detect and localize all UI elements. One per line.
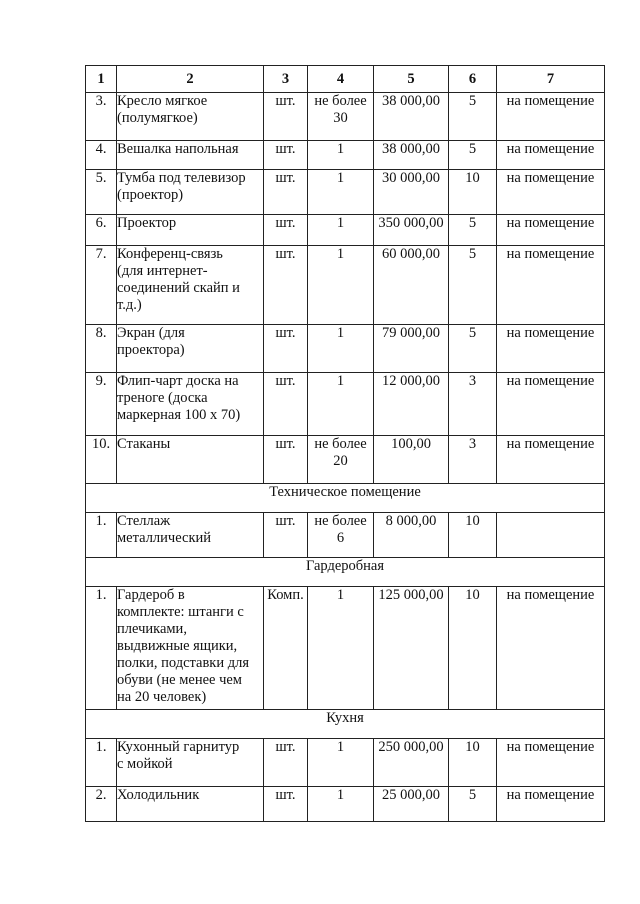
cell-service-life: 3 [449, 373, 497, 436]
cell-price: 60 000,00 [374, 246, 449, 325]
cell-quantity-line: 1 [336, 215, 345, 231]
cell-note: на помещение [497, 170, 605, 215]
cell-price: 8 000,00 [374, 513, 449, 558]
cell-note: на помещение [497, 93, 605, 141]
cell-name [117, 373, 264, 436]
cell-name-line: треноге (доска [117, 390, 208, 406]
table-row [86, 739, 605, 787]
cell-quantity-line: 20 [333, 453, 348, 469]
cell-number: 10. [86, 436, 117, 484]
cell-quantity [308, 141, 374, 170]
cell-name-line: маркерная 100 х 70) [117, 407, 241, 423]
cell-quantity-line: 1 [336, 739, 345, 755]
cell-quantity-line: не более [314, 93, 367, 109]
cell-unit: шт. [264, 325, 308, 373]
cell-price: 30 000,00 [374, 170, 449, 215]
cell-quantity-line: не более [314, 436, 367, 452]
cell-service-life: 5 [449, 93, 497, 141]
cell-name-line: (полумягкое) [117, 110, 198, 126]
cell-number: 8. [86, 325, 117, 373]
cell-name [117, 325, 264, 373]
table-row [86, 246, 605, 325]
cell-name-line: Гардероб в [117, 587, 185, 603]
table-row [86, 373, 605, 436]
cell-name-line: комплекте: штанги с [117, 604, 244, 620]
cell-price: 38 000,00 [374, 93, 449, 141]
cell-name-line: Холодильник [117, 787, 200, 803]
cell-quantity-line: 1 [336, 246, 345, 262]
cell-unit: шт. [264, 436, 308, 484]
cell-number: 2. [86, 787, 117, 822]
table-row [86, 513, 605, 558]
cell-name-line: обуви (не менее чем [117, 672, 242, 688]
cell-service-life: 10 [449, 170, 497, 215]
cell-name-line: т.д.) [117, 297, 142, 313]
cell-number: 1. [86, 513, 117, 558]
cell-quantity-line: не более [314, 513, 367, 529]
cell-number: 1. [86, 739, 117, 787]
table-row [86, 587, 605, 710]
cell-name [117, 587, 264, 710]
cell-service-life: 3 [449, 436, 497, 484]
section-row [86, 710, 605, 739]
cell-price: 38 000,00 [374, 141, 449, 170]
cell-service-life: 10 [449, 739, 497, 787]
cell-name-line: (проектор) [117, 187, 184, 203]
cell-name-line: выдвижные ящики, [117, 638, 238, 654]
cell-note: на помещение [497, 373, 605, 436]
cell-number: 4. [86, 141, 117, 170]
cell-name [117, 93, 264, 141]
cell-quantity-line: 1 [336, 373, 345, 389]
cell-name-line: Стаканы [117, 436, 171, 452]
cell-unit: Комп. [264, 587, 308, 710]
header-col-2: 2 [117, 66, 264, 93]
cell-quantity-line: 1 [336, 170, 345, 186]
table-row [86, 436, 605, 484]
cell-name-line: Экран (для [117, 325, 185, 341]
header-col-3: 3 [264, 66, 308, 93]
cell-name [117, 246, 264, 325]
cell-quantity-line: 1 [336, 141, 345, 157]
cell-quantity-line: 30 [333, 110, 348, 126]
cell-unit: шт. [264, 246, 308, 325]
cell-number: 7. [86, 246, 117, 325]
cell-unit: шт. [264, 787, 308, 822]
cell-unit: шт. [264, 170, 308, 215]
cell-quantity [308, 513, 374, 558]
cell-name [117, 141, 264, 170]
cell-name-line: соединений скайп и [117, 280, 240, 296]
cell-service-life: 5 [449, 325, 497, 373]
cell-unit: шт. [264, 513, 308, 558]
cell-service-life: 5 [449, 215, 497, 246]
header-col-6: 6 [449, 66, 497, 93]
cell-price: 250 000,00 [374, 739, 449, 787]
cell-name [117, 513, 264, 558]
cell-name [117, 215, 264, 246]
cell-quantity [308, 93, 374, 141]
cell-name-line: с мойкой [117, 756, 173, 772]
section-title: Гардеробная [86, 558, 605, 587]
cell-number: 3. [86, 93, 117, 141]
cell-service-life: 5 [449, 246, 497, 325]
cell-name-line: Кухонный гарнитур [117, 739, 240, 755]
cell-name-line: Вешалка напольная [117, 141, 239, 157]
cell-price: 25 000,00 [374, 787, 449, 822]
cell-note: на помещение [497, 246, 605, 325]
cell-name-line: металлический [117, 530, 212, 546]
table-row [86, 215, 605, 246]
cell-name-line: Конференц-связь [117, 246, 223, 262]
cell-name-line: на 20 человек) [117, 689, 207, 705]
cell-note: на помещение [497, 436, 605, 484]
cell-quantity [308, 787, 374, 822]
cell-note: на помещение [497, 739, 605, 787]
cell-name [117, 787, 264, 822]
cell-quantity-line: 1 [336, 325, 345, 341]
cell-unit: шт. [264, 215, 308, 246]
cell-service-life: 10 [449, 513, 497, 558]
cell-unit: шт. [264, 141, 308, 170]
cell-price: 350 000,00 [374, 215, 449, 246]
cell-number: 5. [86, 170, 117, 215]
cell-name [117, 170, 264, 215]
cell-number: 9. [86, 373, 117, 436]
cell-note: на помещение [497, 587, 605, 710]
cell-name-line: полки, подставки для [117, 655, 250, 671]
cell-note: на помещение [497, 325, 605, 373]
cell-name [117, 436, 264, 484]
equipment-table [85, 65, 605, 822]
header-col-1: 1 [86, 66, 117, 93]
table-row [86, 325, 605, 373]
cell-quantity-line: 1 [336, 587, 345, 603]
cell-quantity [308, 373, 374, 436]
cell-service-life: 10 [449, 587, 497, 710]
cell-number: 1. [86, 587, 117, 710]
cell-price: 79 000,00 [374, 325, 449, 373]
cell-quantity [308, 739, 374, 787]
cell-price: 12 000,00 [374, 373, 449, 436]
section-title: Техническое помещение [86, 484, 605, 513]
section-row [86, 484, 605, 513]
cell-price: 100,00 [374, 436, 449, 484]
cell-quantity [308, 325, 374, 373]
header-col-4: 4 [308, 66, 374, 93]
cell-name-line: проектора) [117, 342, 185, 358]
cell-note: на помещение [497, 141, 605, 170]
cell-quantity [308, 170, 374, 215]
cell-name-line: Тумба под телевизор [117, 170, 246, 186]
cell-note: на помещение [497, 215, 605, 246]
cell-note [497, 513, 605, 558]
section-row [86, 558, 605, 587]
cell-number: 6. [86, 215, 117, 246]
cell-quantity [308, 246, 374, 325]
cell-unit: шт. [264, 373, 308, 436]
cell-name-line: Проектор [117, 215, 177, 231]
section-title: Кухня [86, 710, 605, 739]
header-row [86, 66, 605, 93]
cell-name-line: Кресло мягкое [117, 93, 208, 109]
header-col-7: 7 [497, 66, 605, 93]
table-row [86, 93, 605, 141]
cell-note: на помещение [497, 787, 605, 822]
cell-quantity [308, 587, 374, 710]
cell-name-line: плечиками, [117, 621, 187, 637]
cell-name-line: (для интернет- [117, 263, 208, 279]
cell-service-life: 5 [449, 787, 497, 822]
table-row [86, 170, 605, 215]
cell-quantity-line: 6 [336, 530, 345, 546]
cell-unit: шт. [264, 93, 308, 141]
cell-name-line: Стеллаж [117, 513, 171, 529]
cell-unit: шт. [264, 739, 308, 787]
cell-quantity [308, 215, 374, 246]
cell-service-life: 5 [449, 141, 497, 170]
cell-quantity [308, 436, 374, 484]
table-row [86, 141, 605, 170]
table-body [86, 93, 605, 822]
cell-quantity-line: 1 [336, 787, 345, 803]
cell-name-line: Флип-чарт доска на [117, 373, 239, 389]
header-col-5: 5 [374, 66, 449, 93]
table-row [86, 787, 605, 822]
cell-price: 125 000,00 [374, 587, 449, 710]
cell-name [117, 739, 264, 787]
